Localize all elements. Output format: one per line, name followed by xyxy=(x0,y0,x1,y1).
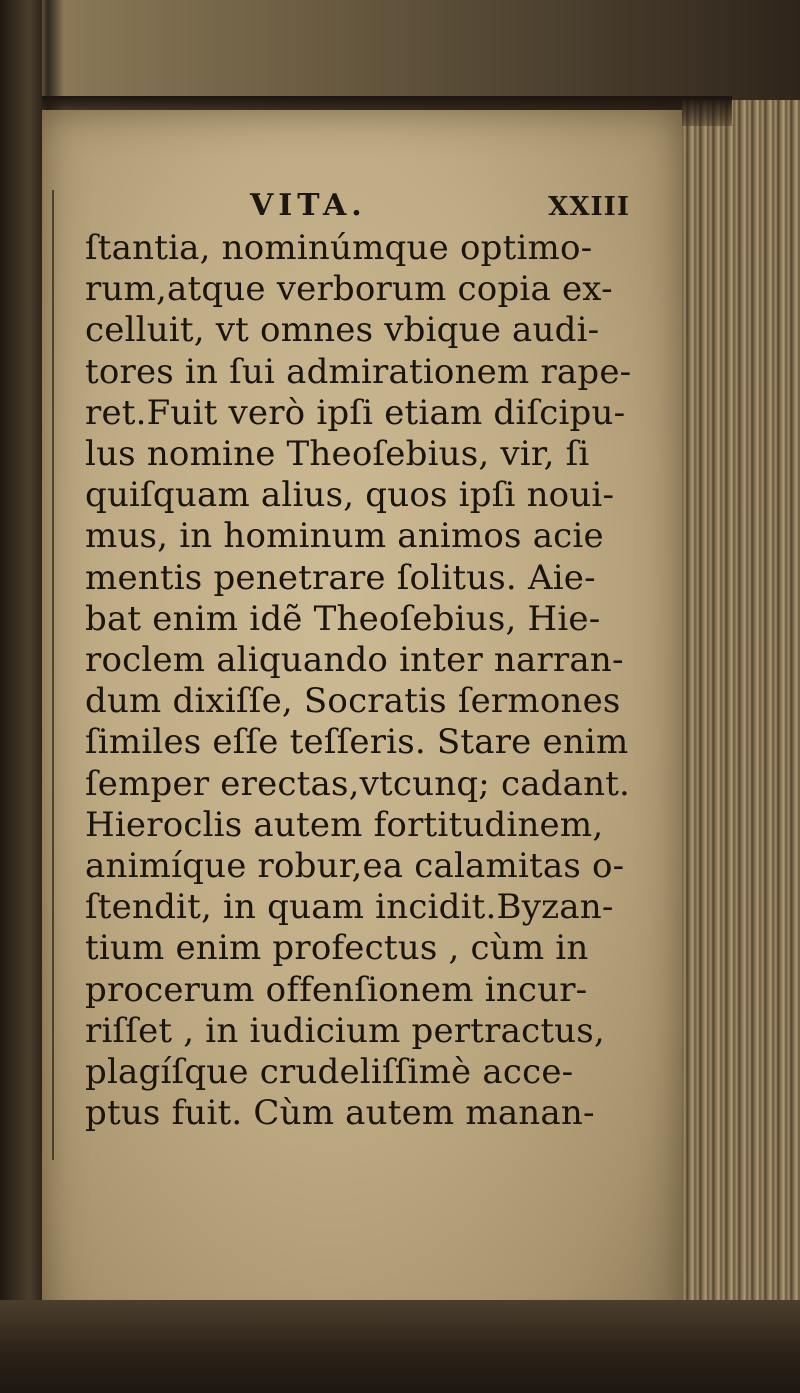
text-line: tium enim profectus , cùm in xyxy=(85,928,589,969)
page-header xyxy=(150,188,630,228)
text-line: tores in ſui admirationem rape- xyxy=(85,351,632,392)
body-text xyxy=(85,228,665,1134)
text-line: dum dixiſſe, Socratis ſermones xyxy=(85,681,621,722)
text-line: ſtendit, in quam incidit.Byzan- xyxy=(85,887,614,928)
text-line: rum,atque verborum copia ex- xyxy=(85,269,613,310)
text-line: bat enim idẽ Theoſebius, Hie- xyxy=(85,598,601,639)
text-line: ſemper erectas,vtcunq; cadant. xyxy=(85,763,631,804)
running-head: VITA. xyxy=(250,188,367,223)
text-line: ſtantia, nominúmque optimo- xyxy=(85,228,593,268)
page-stack-edges xyxy=(682,100,800,1310)
text-line: ptus fuit. Cùm autem manan- xyxy=(85,1093,595,1134)
text-line: celluit, vt omnes vbique audi- xyxy=(85,310,600,351)
text-line: mus, in hominum animos acie xyxy=(85,516,604,557)
text-line: ret.Fuit verò ipſi etiam diſcipu- xyxy=(85,392,626,433)
text-line: lus nomine Theoſebius, vir, ſi xyxy=(85,434,590,475)
text-line: procerum offenſionem incur- xyxy=(85,969,588,1010)
text-line: roclem aliquando inter narran- xyxy=(85,640,624,681)
bottom-shadow xyxy=(0,1300,800,1393)
text-line: animíque robur,ea calamitas o- xyxy=(85,846,625,887)
text-line: Hieroclis autem fortitudinem, xyxy=(85,804,604,845)
book-left-edge xyxy=(0,0,42,1393)
text-line: mentis penetrare ſolitus. Aie- xyxy=(85,557,596,598)
text-line: plagíſque crudeliſſimè acce- xyxy=(85,1052,574,1093)
text-line: quiſquam alius, quos ipſi noui- xyxy=(85,475,615,516)
margin-rule xyxy=(52,190,54,1160)
text-line: ſimiles eſſe teſſeris. Stare enim xyxy=(85,722,629,763)
text-line: riſſet , in iudicium pertractus, xyxy=(85,1010,605,1051)
page-number: XXIII xyxy=(548,192,630,222)
